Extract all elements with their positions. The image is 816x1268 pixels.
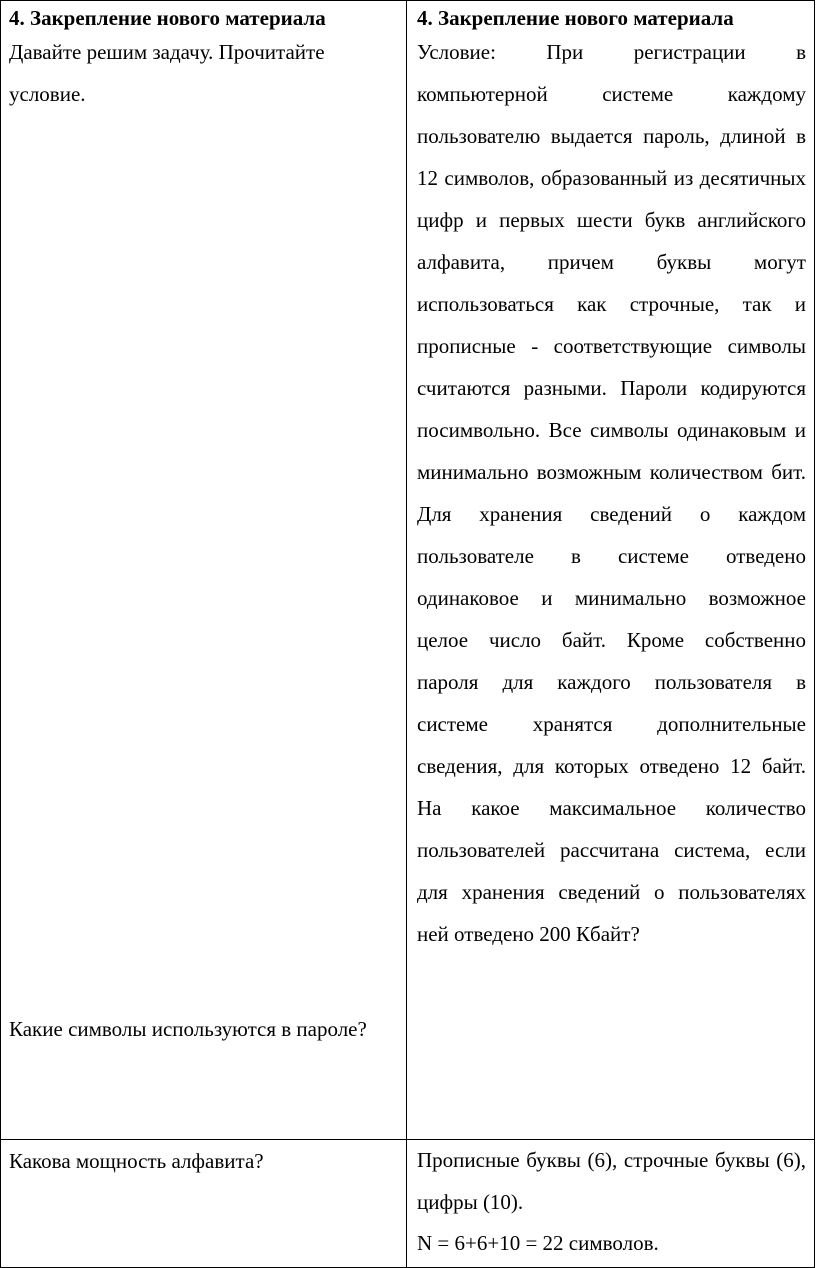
table-row (1, 1140, 815, 1268)
question-alphabet-power: Какова мощность алфавита? (9, 1149, 264, 1173)
teacher-question-cell (1, 1140, 407, 1268)
section-heading-left: 4. Закрепление нового материала (9, 6, 326, 30)
intro-text: Давайте решим задачу. Прочитайте условие. (9, 40, 325, 106)
answer-symbols: Прописные буквы (6), строчные буквы (6), цифры (10). (417, 1148, 806, 1214)
table-row (1, 1, 815, 1140)
teacher-column-cell (1, 1, 407, 1140)
student-answer-cell (407, 1140, 815, 1268)
question-symbols: Какие символы используются в пароле? (9, 1017, 367, 1041)
problem-statement: Условие: При регистрации в компьютерной системе каждому пользователю выдается пароль, длиной в 12 символов, образованный из десятичных цифр и первых шести букв английского алфавита, причем буквы могут использоваться как строчные, так и прописные - соответствующие символы считаются разными. Пароли кодируются посимвольно. Все символы одинаковым и минимально возможным количеством бит. Для хранения сведений о каждом пользователе в системе отведено одинаковое и минимально возможное целое число байт. Кроме собственно пароля для каждого пользователя в системе хранятся дополнительные сведения, для которых отведено 12 байт. На какое максимальное количество пользователей рассчитана система, если для хранения сведений о пользователях ней отведено 200 Кбайт? (417, 40, 806, 946)
section-heading-right: 4. Закрепление нового материала (417, 6, 734, 30)
student-column-cell (407, 1, 815, 1140)
answer-formula: N = 6+6+10 = 22 символов. (417, 1231, 659, 1255)
